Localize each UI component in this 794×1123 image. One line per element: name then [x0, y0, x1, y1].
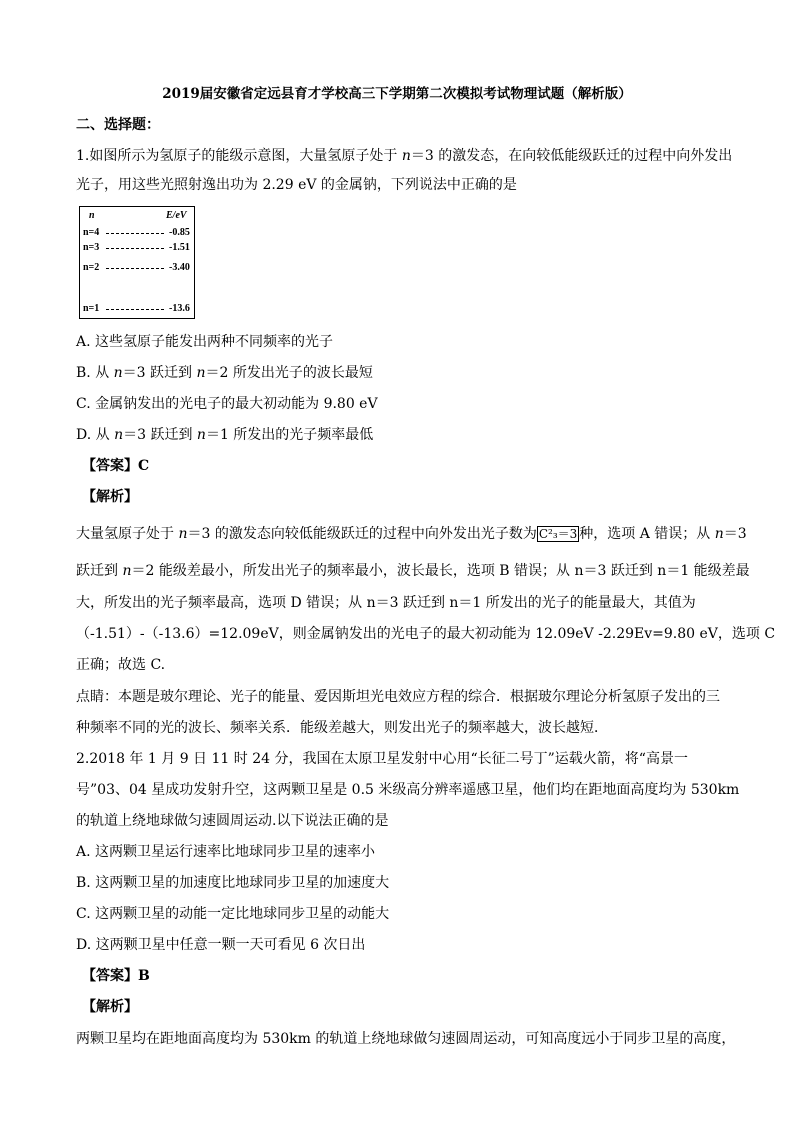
level-4-value: -0.85: [169, 227, 190, 238]
q1-analysis-heading: 【解析】: [82, 489, 138, 505]
q1-answer: 【答案】C: [82, 458, 150, 474]
q2-option-b: B. 这两颗卫星的加速度比地球同步卫星的加速度大: [76, 875, 390, 891]
q1-stem-line1: 1.如图所示为氢原子的能级示意图，大量氢原子处于 n＝3 的激发态，在向较低能级跃迁的过程中向外发出: [76, 148, 733, 164]
q1-stem-line2: 光子，用这些光照射逸出功为 2.29 eV 的金属钠，下列说法中正确的是: [76, 177, 517, 193]
level-3-value: -1.51: [169, 242, 190, 253]
q1-explanation-line1: 大量氢原子处于 n＝3 的激发态向较低能级跃迁的过程中向外发出光子数为 C²₃＝3 种，选项 A 错误；从 n＝3: [76, 526, 747, 542]
diagram-col-e: E/eV: [166, 210, 187, 221]
q1-explanation-line3: 大，所发出的光子频率最高，选项 D 错误；从 n＝3 跃迁到 n＝1 所发出的光子的能量最大，其值为: [76, 595, 696, 611]
q1-option-d: D. 从 n＝3 跃迁到 n＝1 所发出的光子频率最低: [76, 427, 374, 443]
q2-option-c: C. 这两颗卫星的动能一定比地球同步卫星的动能大: [76, 906, 390, 922]
section-heading: 二、选择题：: [76, 117, 160, 133]
page-title: 2019届安徽省定远县育才学校高三下学期第二次模拟考试物理试题（解析版）: [162, 86, 632, 102]
q2-answer: 【答案】B: [82, 968, 150, 984]
q1-note-line1: 点睛：本题是玻尔理论、光子的能量、爱因斯坦光电效应方程的综合．根据玻尔理论分析氢原子发出的三: [76, 689, 720, 705]
level-2-value: -3.40: [169, 262, 190, 273]
q2-stem-line2: 号”03、04 星成功发射升空，这两颗卫星是 0.5 米级高分辨率遥感卫星，他们均在距地面高度均为 530km: [76, 782, 740, 798]
q1-explanation-line4: （-1.51）-（-13.6）=12.09eV，则金属钠发出的光电子的最大初动能为 12.09eV -2.29Ev=9.80 eV，选项 C: [76, 626, 776, 642]
level-4-label: n=4: [83, 227, 100, 238]
q1-option-a: A. 这些氢原子能发出两种不同频率的光子: [76, 334, 334, 350]
level-1-line: [106, 309, 164, 310]
level-2-line: [106, 268, 164, 269]
q2-analysis-heading: 【解析】: [82, 999, 138, 1015]
q1-note-line2: 种频率不同的光的波长、频率关系．能级差越大，则发出光子的频率越大，波长越短．: [76, 720, 608, 736]
q2-explanation-line1: 两颗卫星均在距地面高度均为 530km 的轨道上绕地球做匀速圆周运动，可知高度远小于同步卫星的高度，: [76, 1031, 736, 1047]
level-4-line: [106, 233, 164, 234]
diagram-col-n: n: [89, 210, 95, 221]
q2-option-a: A. 这两颗卫星运行速率比地球同步卫星的速率小: [76, 844, 376, 860]
q1-option-c: C. 金属钠发出的光电子的最大初动能为 9.80 eV: [76, 396, 378, 412]
q1-explanation-line5: 正确；故选 C.: [76, 657, 166, 673]
level-2-label: n=2: [83, 262, 100, 273]
level-3-line: [106, 248, 164, 249]
level-1-label: n=1: [83, 303, 100, 314]
q2-stem-line1: 2.2018 年 1 月 9 日 11 时 24 分，我国在太原卫星发射中心用“长征二号丁”运载火箭，将“高景一: [76, 751, 688, 767]
q2-option-d: D. 这两颗卫星中任意一颗一天可看见 6 次日出: [76, 937, 366, 953]
q1-option-b: B. 从 n＝3 跃迁到 n＝2 所发出光子的波长最短: [76, 365, 373, 381]
q1-explanation-line2: 跃迁到 n＝2 能级差最小，所发出光子的频率最小，波长最长，选项 B 错误；从 n＝3 跃迁到 n＝1 能级差最: [76, 563, 750, 579]
level-1-value: -13.6: [169, 303, 190, 314]
level-3-label: n=3: [83, 242, 100, 253]
energy-level-diagram: [79, 206, 195, 319]
q2-stem-line3: 的轨道上绕地球做匀速圆周运动.以下说法正确的是: [76, 813, 389, 829]
combination-formula: C²₃＝3: [538, 527, 578, 541]
